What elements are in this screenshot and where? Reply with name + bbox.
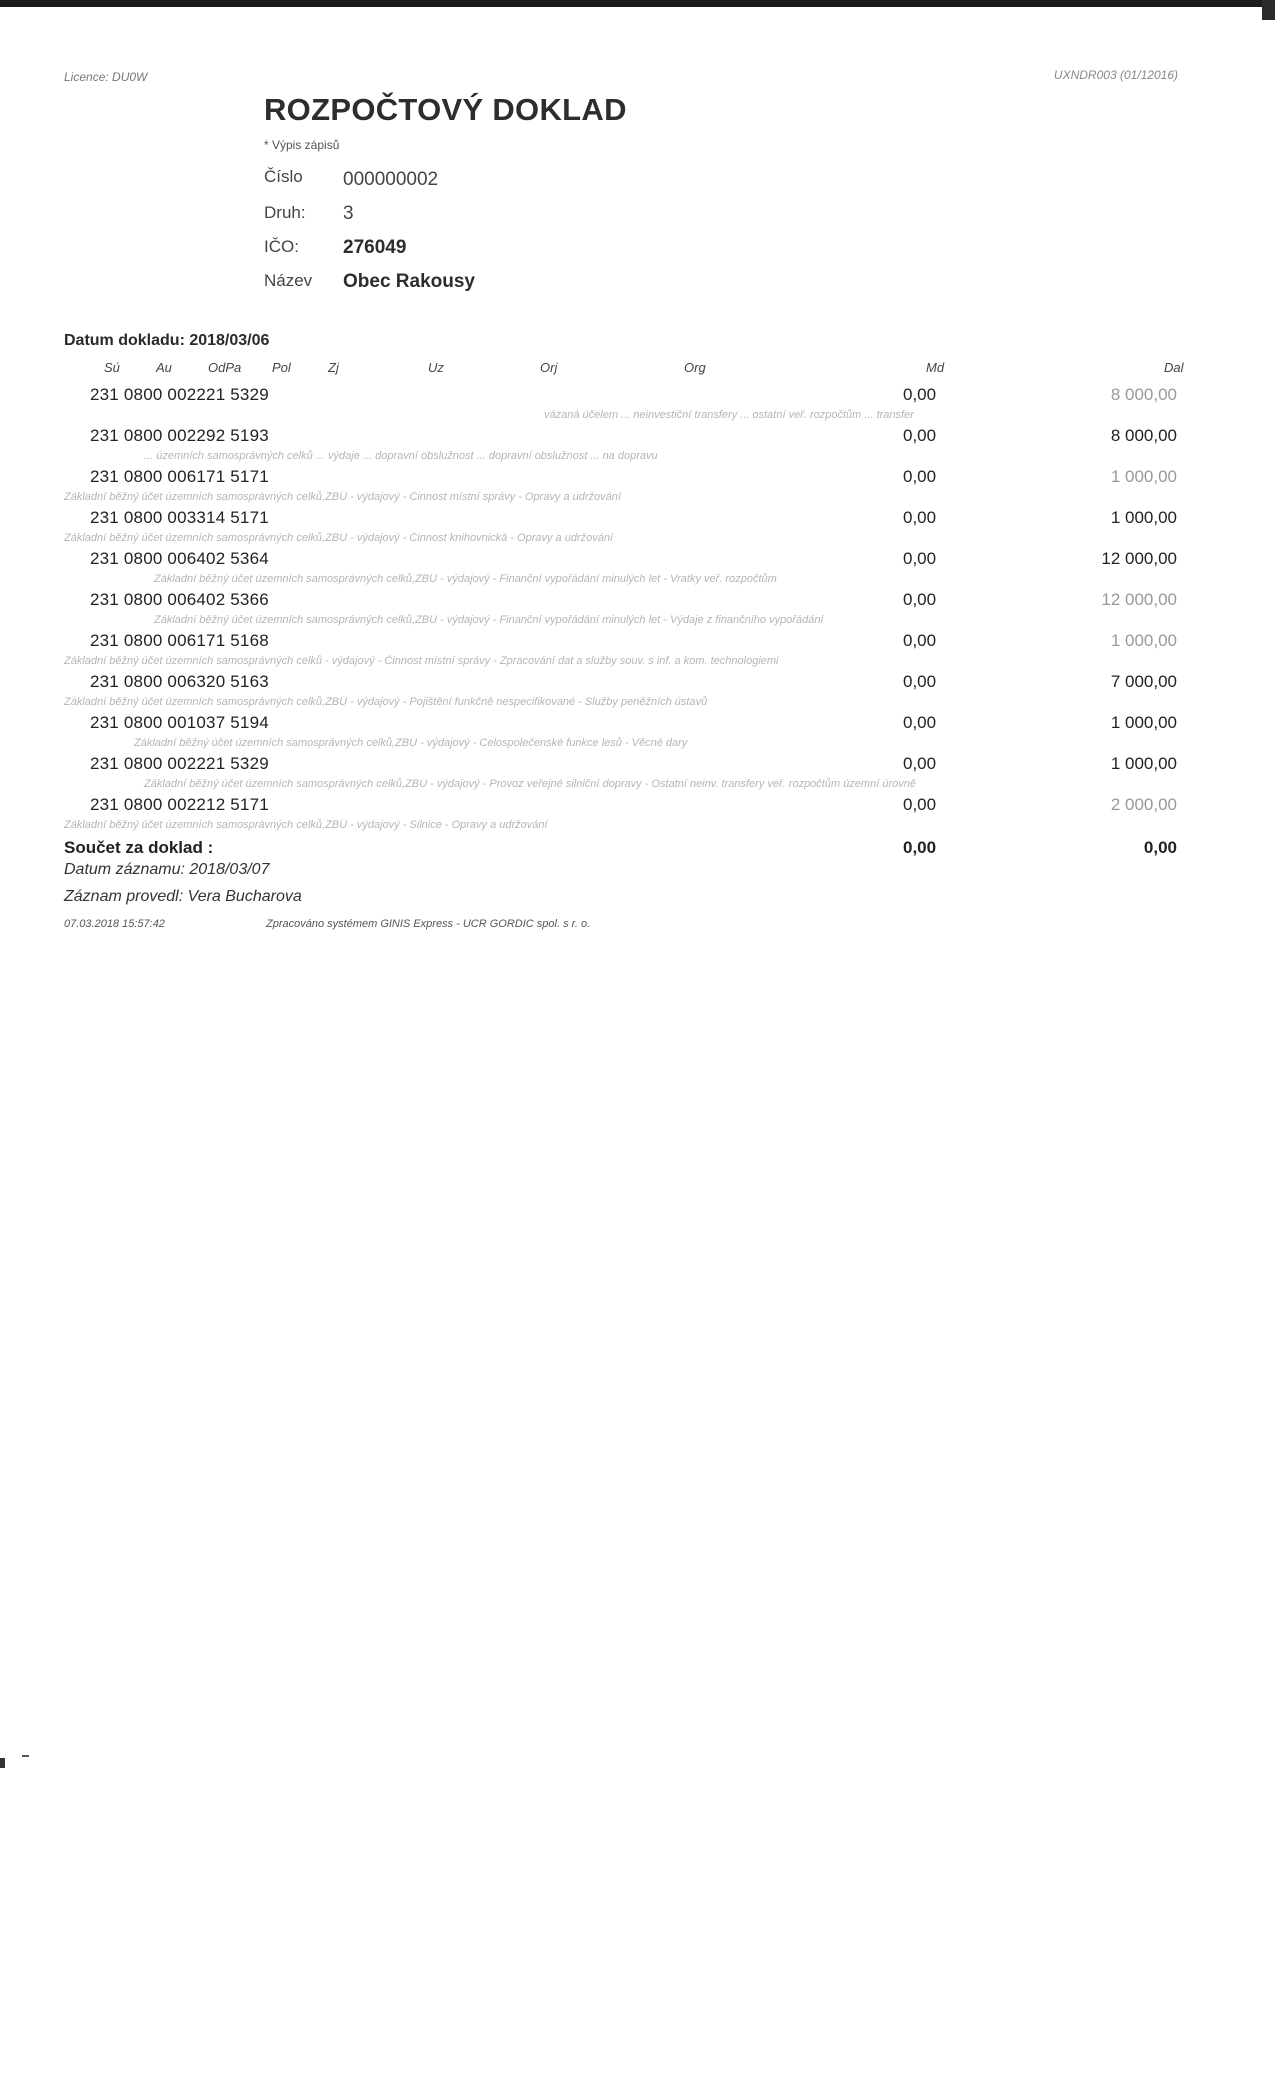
field-value-nazev: Obec Rakousy	[343, 271, 475, 292]
field-label-druh: Druh:	[264, 203, 306, 222]
field-value-cislo: 000000002	[343, 169, 439, 190]
row-2-code: 231 0800 002292 5193	[90, 426, 269, 445]
row-10-md: 0,00	[903, 754, 937, 773]
row-8-dal: 7 000,00	[1110, 672, 1177, 691]
row-7-code: 231 0800 006171 5168	[90, 631, 269, 650]
row-1-md: 0,00	[903, 385, 937, 404]
column-header-su: Sú	[104, 360, 120, 375]
row-9-dal: 1 000,00	[1110, 713, 1177, 732]
row-2-dal: 8 000,00	[1110, 426, 1177, 445]
row-6-md: 0,00	[903, 590, 937, 609]
row-9-code: 231 0800 001037 5194	[90, 713, 269, 732]
field-value-druh: 3	[343, 203, 354, 224]
field-value-ico: 276049	[343, 237, 407, 258]
scan-artifact	[0, 1758, 5, 1768]
row-11-description: Základní běžný účet územních samosprávných celků,ZBÚ - výdajový - Silnice - Opravy a udržování	[64, 819, 548, 831]
column-header-md: Md	[926, 360, 945, 375]
row-6-dal: 12 000,00	[1101, 590, 1177, 609]
row-7-dal: 1 000,00	[1110, 631, 1177, 650]
row-10-dal: 1 000,00	[1110, 754, 1177, 773]
row-4-description: Základní běžný účet územních samosprávných celků,ZBÚ - výdajový - Činnost knihovnická - Opravy a udržování	[64, 532, 614, 544]
row-1-code: 231 0800 002221 5329	[90, 385, 269, 404]
row-4-md: 0,00	[903, 508, 937, 527]
row-1-description: vázaná účelem ... neinvestiční transfery ... ostatní veř. rozpočtům ... transfer	[544, 409, 914, 421]
form-code: UXNDR003 (01/12016)	[1053, 68, 1178, 82]
scan-artifact	[22, 1755, 29, 1757]
row-11-dal: 2 000,00	[1110, 795, 1177, 814]
column-header-au: Au	[156, 360, 172, 375]
row-6-code: 231 0800 006402 5366	[90, 590, 269, 609]
row-5-dal: 12 000,00	[1101, 549, 1177, 568]
row-3-code: 231 0800 006171 5171	[90, 467, 269, 486]
row-11-md: 0,00	[903, 795, 937, 814]
document-date: Datum dokladu: 2018/03/06	[64, 332, 270, 349]
record-date: Datum záznamu: 2018/03/07	[64, 861, 270, 878]
row-3-description: Základní běžný účet územních samosprávných celků,ZBÚ - výdajový - Činnost místní správy - Opravy a udržování	[64, 491, 621, 503]
row-10-description: Základní běžný účet územních samosprávných celků,ZBÚ - výdajový - Provoz veřejné silniční dopravy - Ostatní neinv. transfery veř. rozpočtům územní úrovně	[144, 778, 916, 790]
column-header-org: Org	[684, 360, 706, 375]
column-header-pol: Pol	[272, 360, 291, 375]
field-label-nazev: Název	[264, 271, 313, 290]
row-3-dal: 1 000,00	[1110, 467, 1177, 486]
row-4-code: 231 0800 003314 5171	[90, 508, 269, 527]
row-4-dal: 1 000,00	[1110, 508, 1177, 527]
document-title: ROZPOČTOVÝ DOKLAD	[264, 92, 627, 127]
system-note: Zpracováno systémem GINIS Express - UCR GORDIC spol. s r. o.	[266, 918, 591, 930]
row-5-description: Základní běžný účet územních samosprávných celků,ZBÚ - výdajový - Finanční vypořádání minulých let - Vratky veř. rozpočtům	[154, 573, 777, 585]
summary-label: Součet za doklad :	[64, 838, 214, 857]
field-label-cislo: Číslo	[264, 167, 303, 186]
licence-code: Licence: DU0W	[64, 70, 148, 84]
recorded-by: Záznam provedl: Vera Bucharova	[64, 888, 302, 905]
row-8-md: 0,00	[903, 672, 937, 691]
summary-md: 0,00	[903, 838, 937, 857]
row-5-md: 0,00	[903, 549, 937, 568]
row-3-md: 0,00	[903, 467, 937, 486]
row-9-md: 0,00	[903, 713, 937, 732]
row-1-dal: 8 000,00	[1110, 385, 1177, 404]
row-2-description: ... územních samosprávných celků ... výdaje ... dopravní obslužnost ... dopravní obslužnost ... na dopravu	[144, 450, 658, 462]
scan-corner-mark	[1262, 0, 1275, 20]
column-header-odpa: OdPa	[208, 360, 242, 375]
row-8-description: Základní běžný účet územních samosprávných celků,ZBÚ - výdajový - Pojištění funkčně nespecifikované - Služby peněžních ústavů	[64, 696, 708, 708]
row-11-code: 231 0800 002212 5171	[90, 795, 269, 814]
row-6-description: Základní běžný účet územních samosprávných celků,ZBÚ - výdajový - Finanční vypořádání minulých let - Výdaje z finančního vypořádání	[154, 614, 824, 626]
row-9-description: Základní běžný účet územních samosprávných celků,ZBÚ - výdajový - Celospolečenské funkce lesů - Věcné dary	[134, 737, 688, 749]
row-5-code: 231 0800 006402 5364	[90, 549, 269, 568]
row-2-md: 0,00	[903, 426, 937, 445]
column-header-orj: Orj	[540, 360, 558, 375]
row-7-description: Základní běžný účet územních samosprávných celků - výdajový - Činnost místní správy - Zpracování dat a služby souv. s inf. a kom. technologiemi	[64, 655, 779, 667]
row-10-code: 231 0800 002221 5329	[90, 754, 269, 773]
row-7-md: 0,00	[903, 631, 937, 650]
column-header-zj: Zj	[328, 360, 339, 375]
column-header-dal: Dal	[1164, 360, 1184, 375]
column-header-uz: Uz	[428, 360, 444, 375]
row-8-code: 231 0800 006320 5163	[90, 672, 269, 691]
scan-top-edge	[0, 0, 1275, 7]
document-subtitle: * Výpis zápisů	[264, 138, 340, 152]
field-label-ico: IČO:	[264, 237, 299, 256]
summary-dal: 0,00	[1143, 838, 1177, 857]
print-timestamp: 07.03.2018 15:57:42	[64, 918, 165, 930]
